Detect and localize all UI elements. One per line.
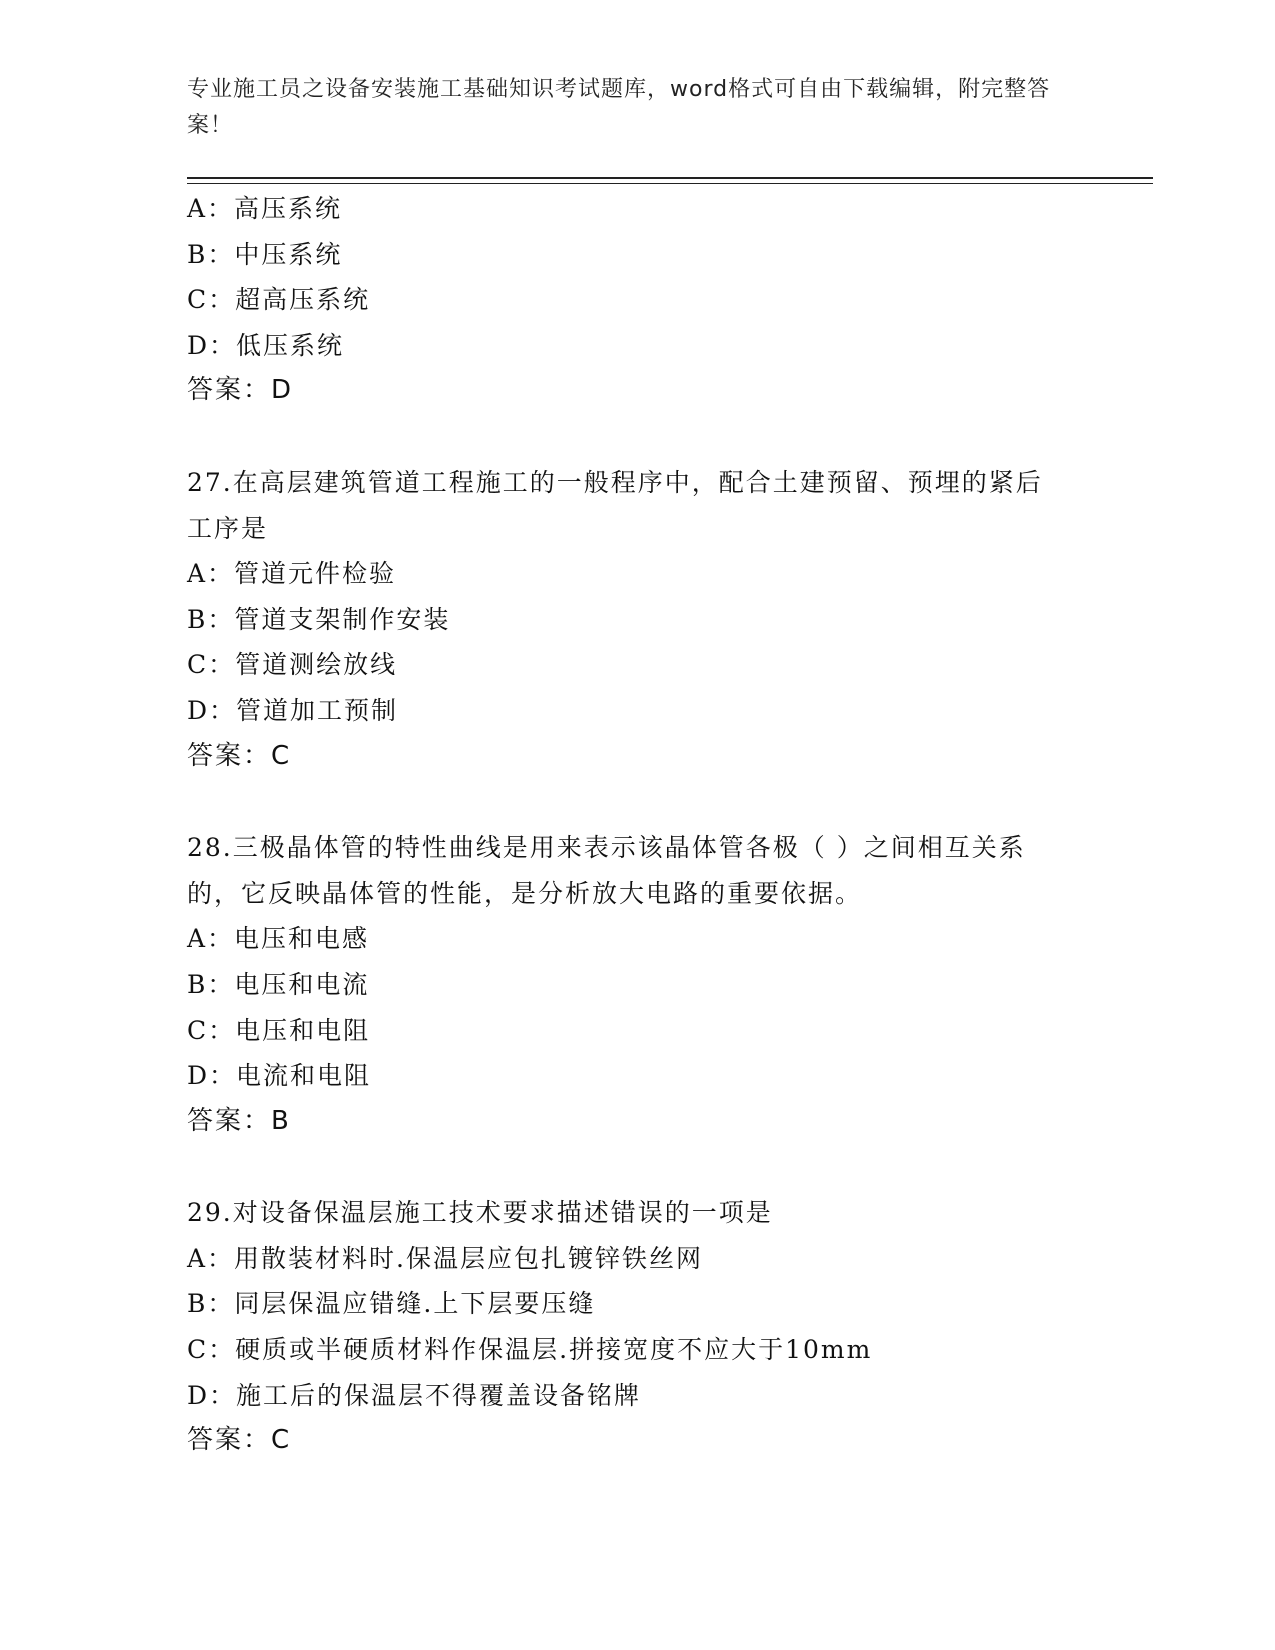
page-header: 专业施工员之设备安装施工基础知识考试题库，word格式可自由下载编辑，附完整答案！ xyxy=(187,77,1051,138)
question-block-27 xyxy=(187,460,1087,779)
option-a: A：电压和电感 xyxy=(187,924,370,954)
answer-line: 答案：C xyxy=(187,1425,292,1456)
option-a: A：用散装材料时.保温层应包扎镀锌铁丝网 xyxy=(187,1243,704,1273)
option-c: C：超高压系统 xyxy=(187,285,371,315)
option-a: A：高压系统 xyxy=(187,194,343,223)
option-b: B：电压和电流 xyxy=(187,969,370,999)
question-block-29 xyxy=(187,1190,1087,1464)
option-d: D：低压系统 xyxy=(187,330,345,360)
answer-line: 答案：B xyxy=(187,1105,291,1136)
header-rule-thin xyxy=(187,183,1153,184)
question-block-26 xyxy=(187,186,1087,414)
option-d: D：施工后的保温层不得覆盖设备铭牌 xyxy=(187,1380,642,1410)
option-d: D：电流和电阻 xyxy=(187,1061,372,1091)
question-text: 29.对设备保温层施工技术要求描述错误的一项是 xyxy=(187,1198,773,1228)
header-rule xyxy=(187,177,1153,179)
option-d: D：管道加工预制 xyxy=(187,695,399,725)
answer-line: 答案：D xyxy=(187,375,294,406)
question-block-28 xyxy=(187,825,1087,1144)
option-c: C：电压和电阻 xyxy=(187,1015,371,1045)
option-c: C：硬质或半硬质材料作保温层.拼接宽度不应大于10mm xyxy=(187,1335,873,1365)
option-b: B：同层保温应错缝.上下层要压缝 xyxy=(187,1289,596,1319)
question-content xyxy=(187,186,1087,1464)
option-a: A：管道元件检验 xyxy=(187,559,397,589)
option-b: B：管道支架制作安装 xyxy=(187,604,451,634)
option-b: B：中压系统 xyxy=(187,239,343,269)
question-text: 27.在高层建筑管道工程施工的一般程序中，配合土建预留、预埋的紧后工序是 xyxy=(187,467,1043,543)
option-c: C：管道测绘放线 xyxy=(187,650,398,680)
question-text: 28.三极晶体管的特性曲线是用来表示该晶体管各极（ ）之间相互关系的，它反映晶体管的性能，是分析放大电路的重要依据。 xyxy=(187,833,1026,908)
answer-line: 答案：C xyxy=(187,740,292,771)
